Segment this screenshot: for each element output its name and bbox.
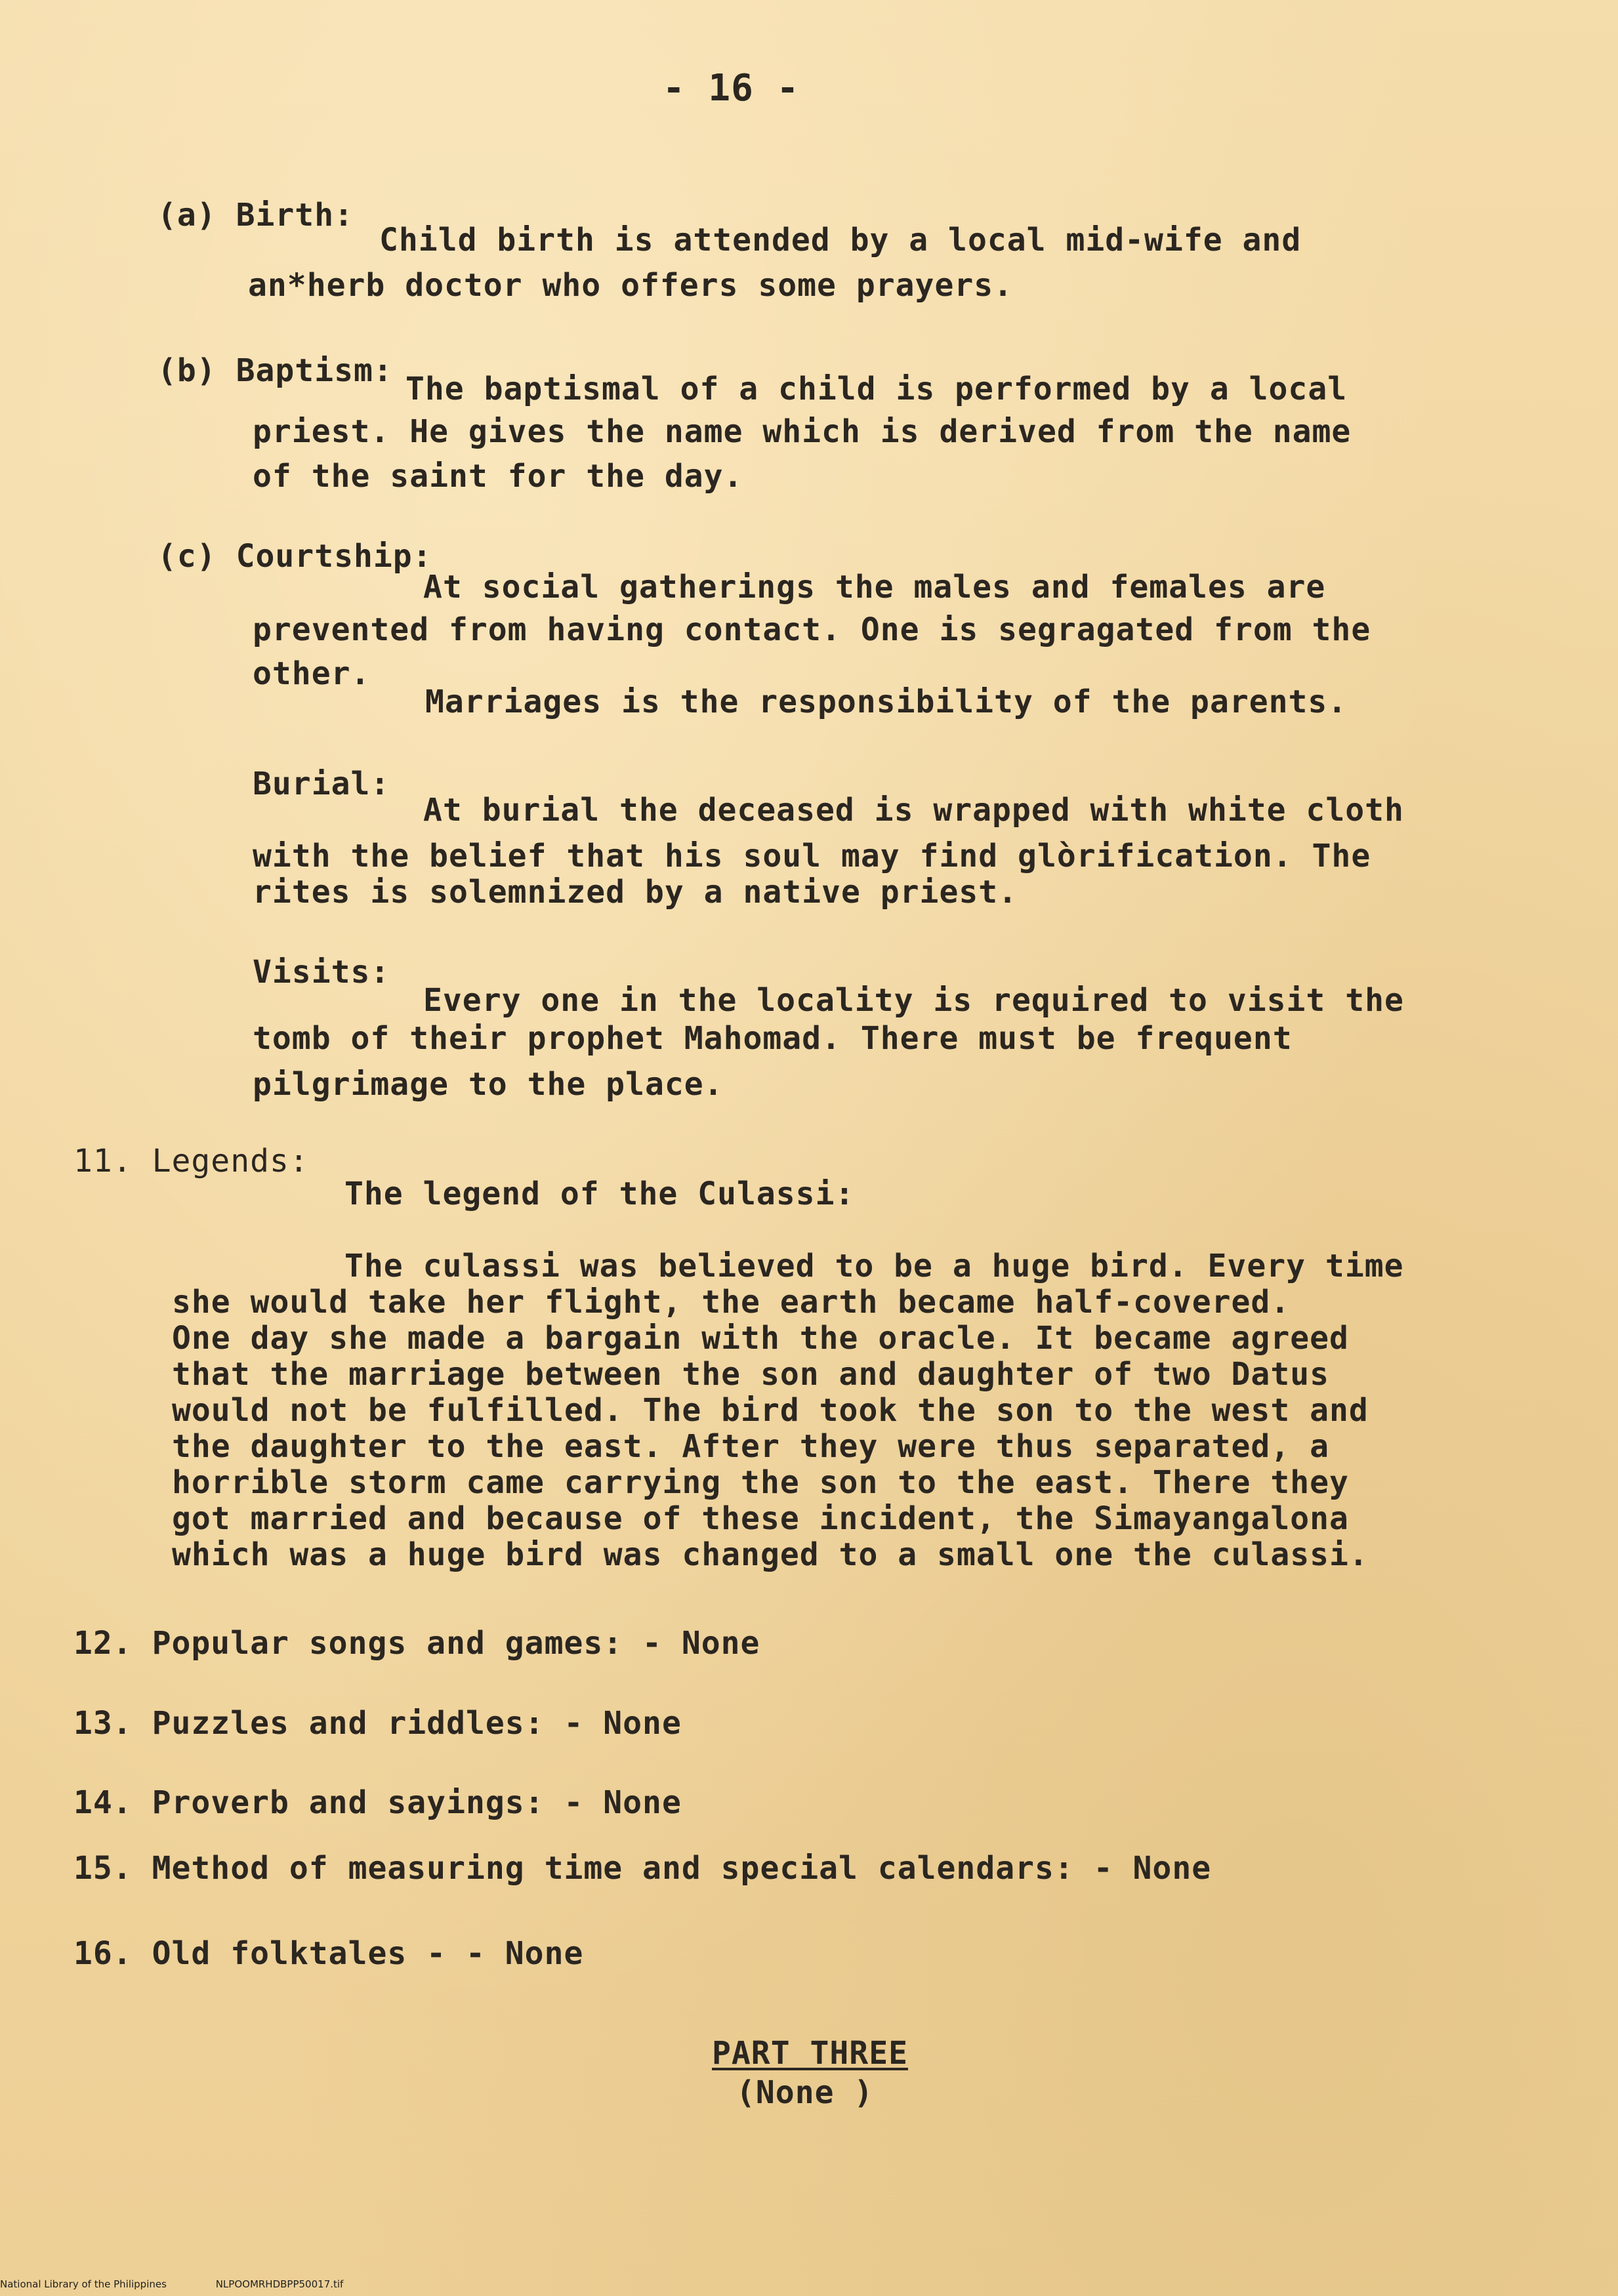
baptism-heading: (b) Baptism: [157,352,393,389]
visits-line-1: Every one in the locality is required to visit the [423,982,1404,1019]
item-16: 16. Old folktales - - None [73,1935,584,1972]
birth-line-1: Child birth is attended by a local mid-wife and [379,222,1302,258]
footer-institution: National Library of the Philippines [0,2278,167,2290]
courtship-line-2: prevented from having contact. One is segragated from the [253,611,1371,648]
legend-line-2: she would take her flight, the earth became half-covered. [172,1284,1291,1321]
birth-heading: (a) Birth: [157,197,354,234]
courtship-heading: (c) Courtship: [157,538,432,575]
courtship-line-4: Marriages is the responsibility of the parents. [425,684,1348,720]
baptism-line-2: priest. He gives the name which is derived from the name [253,413,1352,450]
visits-heading: Visits: [253,954,390,991]
burial-line-3: rites is solemnized by a native priest. [253,874,1018,911]
legend-line-4: that the marriage between the son and daughter of two Datus [172,1356,1330,1393]
legend-line-1: The culassi was believed to be a huge bird. Every time [344,1248,1404,1284]
page-number: - 16 - [663,67,800,110]
legends-subheading: The legend of the Culassi: [344,1176,855,1212]
scan-footer [0,2278,343,2291]
legend-line-5: would not be fulfilled. The bird took the son to the west and [172,1392,1369,1429]
legends-heading: 11. Legends: [73,1143,309,1179]
visits-line-3: pilgrimage to the place. [253,1066,724,1103]
courtship-line-3: other. [253,655,371,692]
visits-line-2: tomb of their prophet Mahomad. There must be frequent [253,1020,1293,1057]
part-three-note: (None ) [736,2074,874,2111]
burial-line-1: At burial the deceased is wrapped with white cloth [423,792,1404,829]
legend-line-6: the daughter to the east. After they were thus separated, a [172,1428,1330,1465]
item-14: 14. Proverb and sayings: - None [73,1784,682,1821]
legend-line-3: One day she made a bargain with the oracle. It became agreed [172,1320,1349,1357]
item-12: 12. Popular songs and games: - None [73,1625,760,1662]
legend-line-9: which was a huge bird was changed to a small one the culassi. [172,1536,1369,1573]
burial-line-2: with the belief that his soul may find glòrification. The [253,838,1371,874]
footer-file-id: NLPOOMRHDBPP50017.tif [215,2278,344,2290]
legend-line-7: horrible storm came carrying the son to the east. There they [172,1464,1349,1501]
legend-line-8: got married and because of these incident, the Simayangalona [172,1500,1349,1537]
item-15: 15. Method of measuring time and special calendars: - None [73,1850,1212,1887]
baptism-line-1: The baptismal of a child is performed by a local [405,371,1348,407]
baptism-line-3: of the saint for the day. [253,458,743,495]
burial-heading: Burial: [253,766,390,802]
part-three-title: PART THREE [712,2035,908,2072]
courtship-line-1: At social gatherings the males and females are [423,569,1326,605]
birth-line-2: an*herb doctor who offers some prayers. [248,267,1014,304]
item-13: 13. Puzzles and riddles: - None [73,1705,682,1742]
